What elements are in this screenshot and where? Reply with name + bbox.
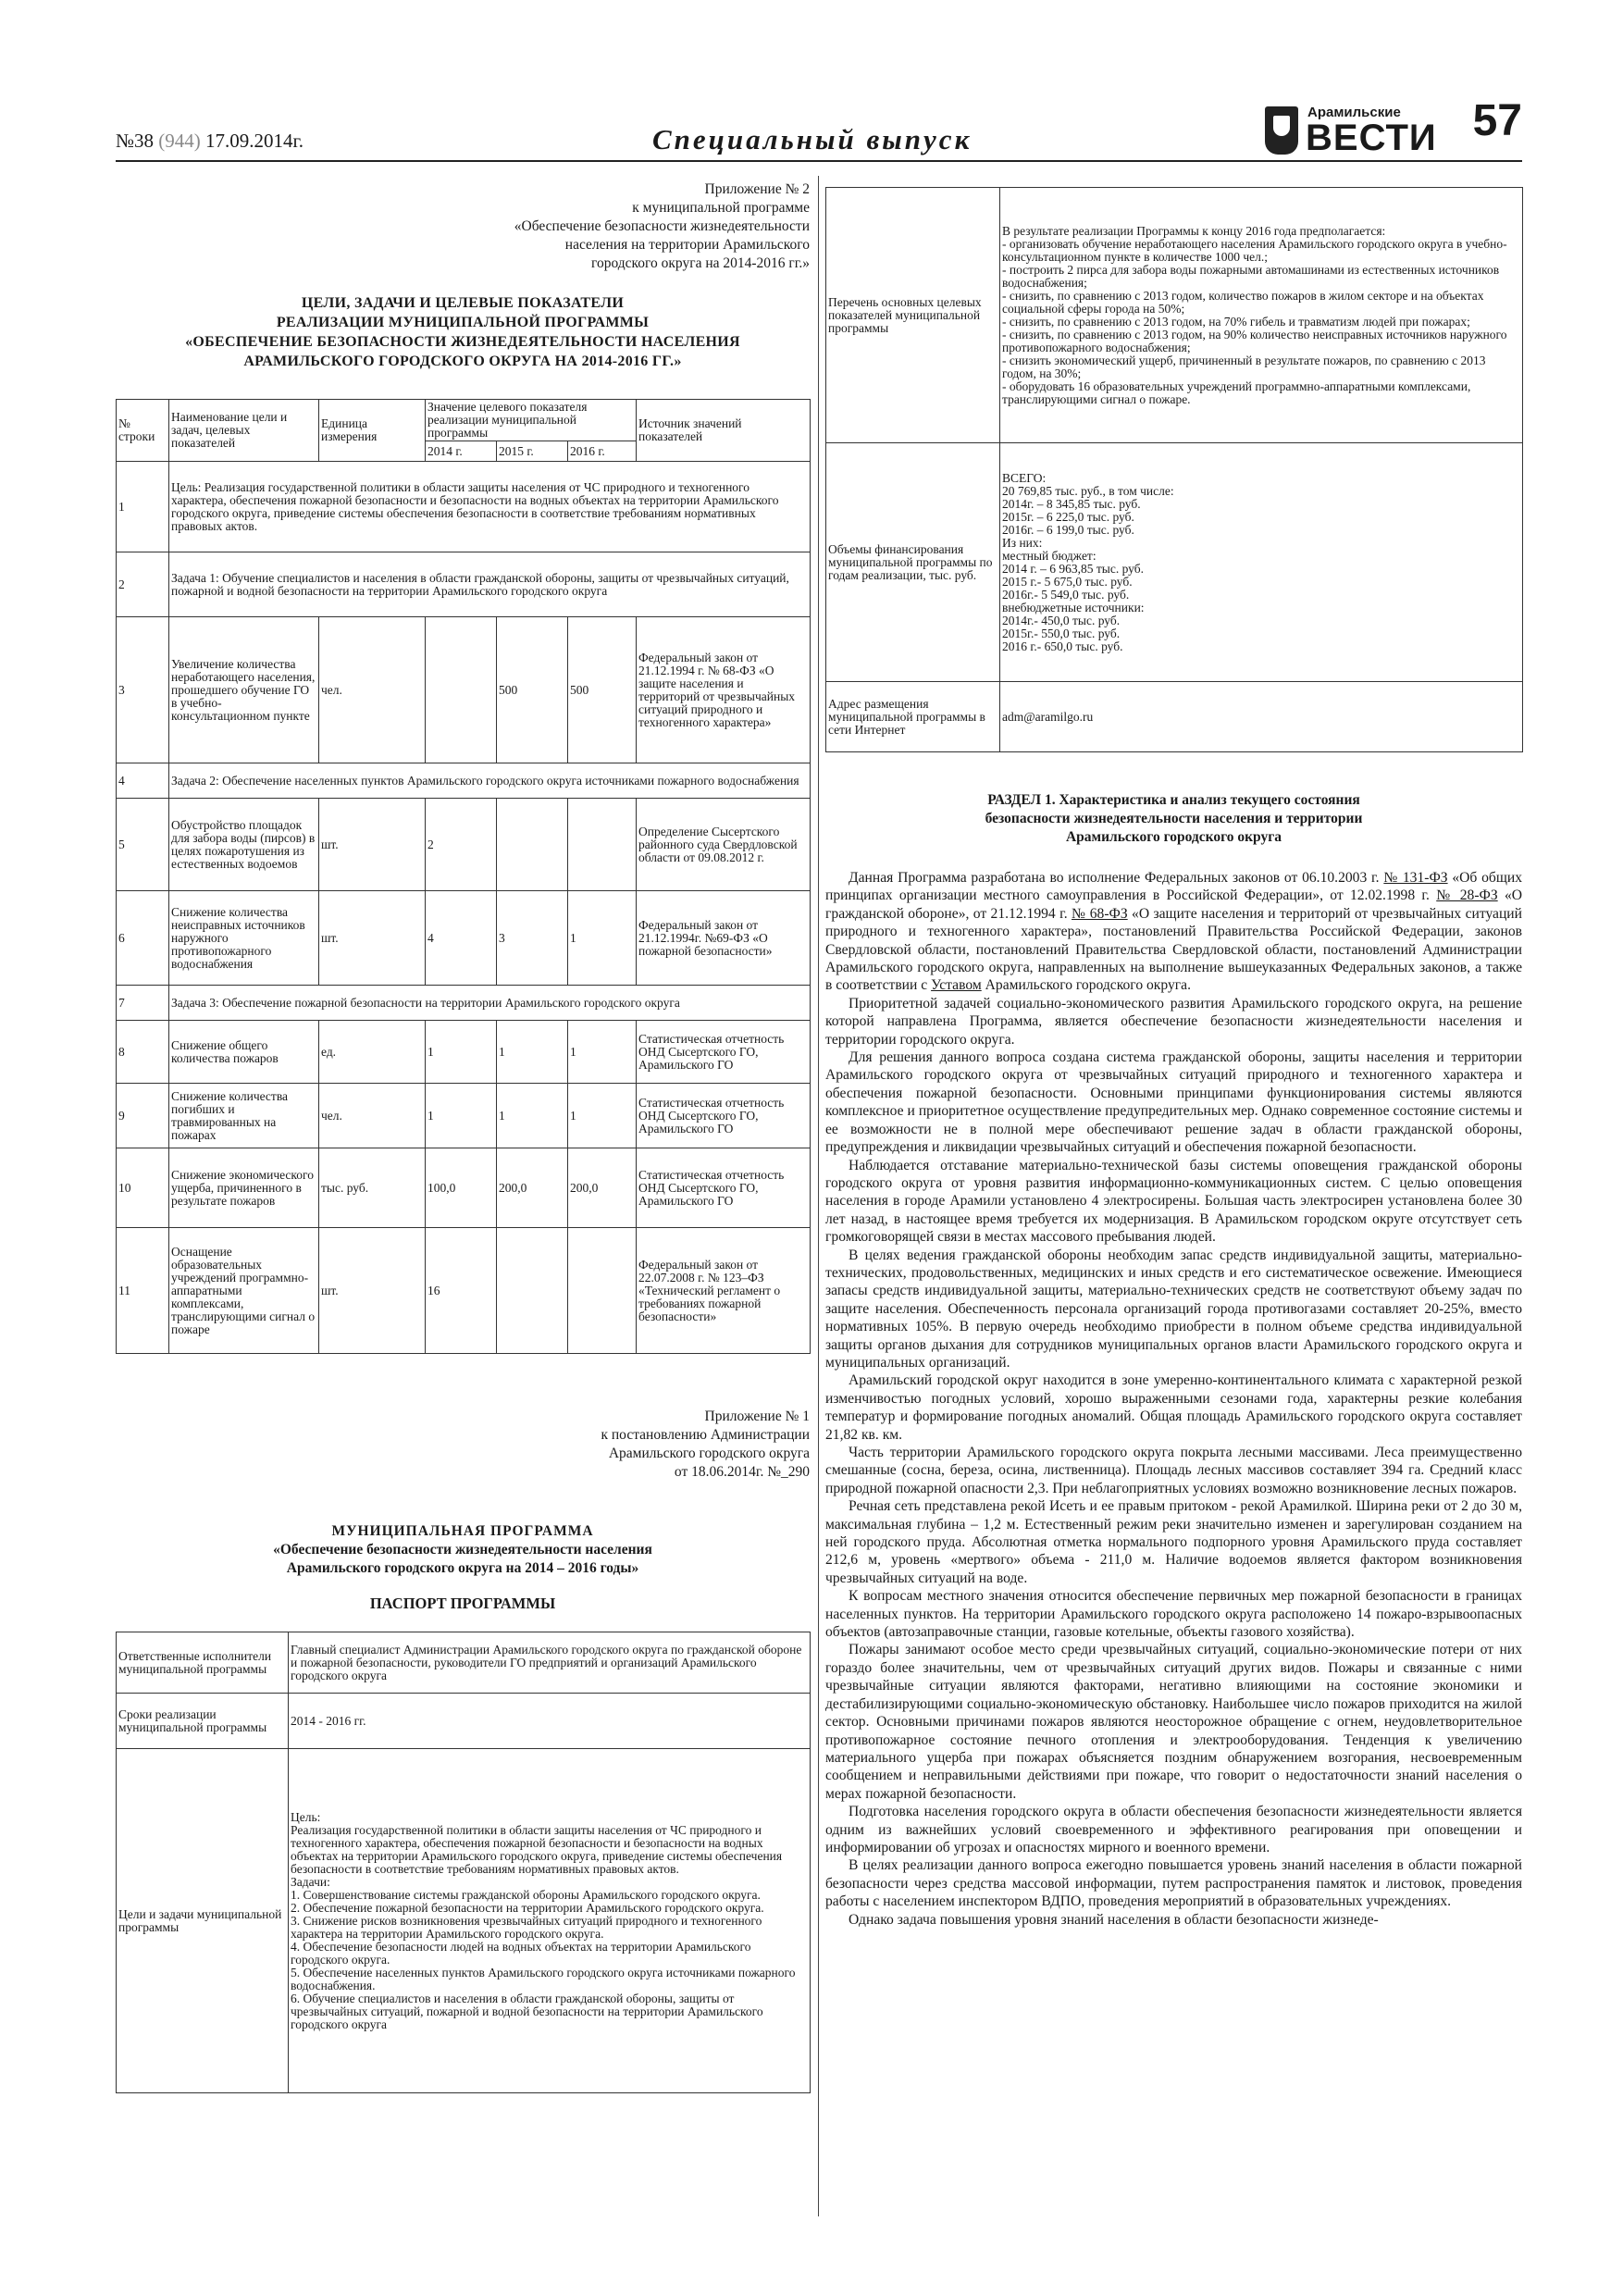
paragraph: Часть территории Арамильского городского округа покрыта лесными массивами. Леса преимущественно смешанные (сосна, береза, осина, лиственница). Площадь лесных массивов составляет 394 га. Средний класс природной пожарной опасности 2,3. При неблагоприятных условиях возможно возникновение лесных пожаров. [825,1445,1522,1496]
paragraph: Пожары занимают особое место среди чрезвычайных ситуаций, социально-экономические потери от них гораздо более значительны, чем от чрезвычайных ситуаций других видов. Пожары и связанные с ними чрезвычайные ситуации являются факторами, негативно влияющими на состояние экономики и дестабилизирующими социально-экономическую обстановку. Наибольшее число пожаров приходится на жилой сектор. Основными причинами пожаров являются неосторожное обращение с огнем, неудовлетворительное противопожарное состояние печного отопления и электрооборудования. Тенденция к увеличению материального ущерба при пожарах объясняется поздним обнаружением возгорания, несвоевременным сообщением и неправильными действиями при пожаре, что говорит о недостаточности знаний населения о мерах пожарной безопасности. [825,1642,1522,1802]
row-source: Федеральный закон от 22.07.2008 г. № 123–ФЗ «Технический регламент о требованиях пожарной безопасности» [637,1228,811,1354]
appendix-line: к муниципальной программе [632,200,810,216]
text-run: «О гражданской обороне», от 21.12.1994 г. [825,887,1523,922]
passport-row [117,1749,811,2093]
row-num: 1 [117,462,169,552]
title-line: МУНИЦИПАЛЬНАЯ ПРОГРАММА [331,1523,594,1539]
table-row [117,1148,811,1228]
table-row [117,617,811,763]
passport-label: Перечень основных целевых показателей муниципальной программы [826,188,1000,443]
row-num: 2 [117,552,169,617]
issue-number: (944) [158,130,201,152]
row-unit: чел. [319,1084,426,1148]
issue-date: 17.09.2014г. [205,130,304,152]
passport-value: adm@aramilgo.ru [1000,682,1523,752]
row-value-2015: 500 [497,617,568,763]
issue-prefix: №38 [116,130,155,152]
row-num: 10 [117,1148,169,1228]
header-name: Наименование цели и задач, целевых показателей [169,400,319,462]
header-source: Источник значений показателей [637,400,811,462]
charter-link[interactable]: Уставом [931,977,982,994]
passport-title: ПАСПОРТ ПРОГРАММЫ [369,1595,556,1612]
row-unit: шт. [319,1228,426,1354]
passport-row [826,443,1523,682]
row-value-2016: 1 [568,891,637,986]
appendix-1-caption [116,1408,810,1482]
passport-row [117,1694,811,1749]
row-value-2015 [497,799,568,891]
row-value-2014: 4 [426,891,497,986]
section1-body [825,869,1522,1929]
row-task-text: Задача 3: Обеспечение пожарной безопасности на территории Арамильского городского округа [169,986,811,1021]
row-value-2014 [426,617,497,763]
appendix-line: от 18.06.2014г. №_290 [674,1464,810,1480]
passport-row [117,1632,811,1694]
text-run: Арамильского городского округа. [981,977,1191,994]
title-line: РАЗДЕЛ 1. Характеристика и анализ текущего состояния [987,792,1360,808]
row-value-2015: 3 [497,891,568,986]
special-edition-title: Специальный выпуск [652,123,973,155]
header-num: № строки [117,400,169,462]
header-2015: 2015 г. [497,441,568,462]
table-row [117,986,811,1021]
appendix-line: Приложение № 1 [704,1409,810,1424]
row-num: 6 [117,891,169,986]
row-indicator: Снижение экономического ущерба, причиненного в результате пожаров [169,1148,319,1228]
passport-label: Цели и задачи муниципальной программы [117,1749,289,2093]
paragraph: В целях ведения гражданской обороны необходим запас средств индивидуальной защиты, материально-технических, продовольственных, медицинских и иных средств и его систематическое освежение. Имеющиеся запасы средств индивидуальной защиты, материально-технических средств не соответствуют объему задач по защите населения. Обеспеченность персонала организаций города противогазами составляет 20-25%, вместо нормативных 105%. В первую очередь необходимо приобрести в полном объеме средства индивидуальной защиты органов дыхания для сотрудников муниципальных органов власти Арамильского городского округа и муниципальных организаций. [825,1247,1522,1371]
text-run: Данная Программа разработана во исполнение Федеральных законов от 06.10.2003 г. [849,870,1384,886]
title-line: безопасности жизнедеятельности населения и территории [985,811,1363,826]
row-value-2014: 16 [426,1228,497,1354]
row-value-2016: 1 [568,1084,637,1148]
passport-value: Цель: Реализация государственной политики в области защиты населения от ЧС природного и техногенного характера, обеспечения пожарной безопасности и безопасности на водных объектах на территории Арамильского городского округа, приведение системы обеспечения безопасности в соответствие требованиям нормативных правовых актов. Задачи: 1. Совершенствование системы гражданской обороны Арамильского городского округа. 2. Обеспечение пожарной безопасности на территории Арамильского городского округа. 3. Снижение рисков возникновения чрезвычайных ситуаций природного и техногенного характера на территории Арамильского городского округа. 4. Обеспечение безопасности людей на водных объектах на территории Арамильского городского округа. 5. Обеспечение населенных пунктов Арамильского городского округа источниками пожарного водоснабжения. 6. Обучение специалистов и населения в области гражданской обороны, защиты от чрезвычайных ситуаций, пожарной и водной безопасности на территории Арамильского городского округа [289,1749,811,2093]
paragraph: Однако задача повышения уровня знаний населения в области безопасности жизнеде- [849,1911,1379,1928]
row-value-2015: 200,0 [497,1148,568,1228]
text-run: «Об общих принципах организации местного самоуправления в Российской Федерации», от 12.02.1998 г. [825,870,1523,904]
row-num: 9 [117,1084,169,1148]
logo-big-text: ВЕСТИ [1306,118,1437,158]
title-line: РЕАЛИЗАЦИИ МУНИЦИПАЛЬНОЙ ПРОГРАММЫ [276,315,650,330]
row-value-2016: 1 [568,1021,637,1084]
law-link[interactable]: № 28-ФЗ [1436,887,1498,904]
law-link[interactable]: № 131-ФЗ [1383,870,1448,886]
row-source: Федеральный закон от 21.12.1994 г. № 68-ФЗ «О защите населения и территорий от чрезвычайных ситуаций природного и техногенного характера» [637,617,811,763]
text-run: «О защите населения и территорий от чрезвычайных ситуаций природного и техногенного характера», постановлений Правительства Российской Федерации, законов Свердловской области, постановлений Правительства Свердловской области, постановлений Администрации Арамильского городского округа, направленных на выполнение вышеуказанных Федеральных законов, а также в соответствии с [825,905,1522,994]
header-value: Значение целевого показателя реализации муниципальной программы [426,400,637,441]
row-source: Статистическая отчетность ОНД Сысертского ГО, Арамильского ГО [637,1148,811,1228]
row-num: 8 [117,1021,169,1084]
row-goal-text: Цель: Реализация государственной политики в области защиты населения от ЧС природного и техногенного характера, обеспечения пожарной безопасности и безопасности на водных объектах на территории Арамильского городского округа, приведение системы обеспечения безопасности в соответствие требованиям нормативных правовых актов. [169,462,811,552]
row-unit: ед. [319,1021,426,1084]
issue-info [116,130,304,153]
paragraph: В целях реализации данного вопроса ежегодно повышается уровень знаний населения в области пожарной безопасности через средства массовой информации, путем распространения памяток и листовок, проведения работы с населением инспектором ВДПО, проведения мероприятий в образовательных учреждениях. [825,1857,1522,1910]
row-indicator: Снижение количества погибших и травмированных на пожарах [169,1084,319,1148]
right-column [825,187,1522,1929]
table-row [117,763,811,799]
title-line: Арамильского городского округа на 2014 – 2016 годы» [286,1560,639,1576]
passport-label: Сроки реализации муниципальной программы [117,1694,289,1749]
paragraph: Для решения данного вопроса создана система гражданской обороны, защиты населения и территории Арамильского городского округа от чрезвычайных ситуаций природного и техногенного характера и обеспечения пожарной безопасности. Основными принципами функционирования системы являются комплексное и приоритетное осуществление предупредительных мер. Однако современное состояние системы и ее возможности не в полной мере обеспечивают решение задач в области гражданской обороны, предупреждения и ликвидации чрезвычайных ситуаций и обеспечения пожарной безопасности. [825,1049,1522,1156]
appendix-2-caption [116,180,810,273]
title-line: ЦЕЛИ, ЗАДАЧИ И ЦЕЛЕВЫЕ ПОКАЗАТЕЛИ [301,295,625,311]
row-value-2015: 1 [497,1021,568,1084]
passport-table [116,1632,811,2093]
page-header [116,88,1522,160]
row-num: 5 [117,799,169,891]
table-row [117,891,811,986]
row-unit: тыс. руб. [319,1148,426,1228]
appendix-line: городского округа на 2014-2016 гг.» [591,255,810,271]
paragraph [825,869,1522,995]
passport-value: В результате реализации Программы к концу 2016 года предполагается: - организовать обучение неработающего населения Арамильского городского округа в учебно-консультационном пункте в количестве 1000 чел.; - построить 2 пирса для забора воды пожарными автомашинами из естественных источников водоснабжения; - снизить, по сравнению с 2013 годом, количество пожаров в жилом секторе и на объектах социальной сферы города на 50%; - снизить, по сравнению с 2013 годом, на 70% гибель и травматизм людей при пожарах; - снизить, по сравнению с 2013 годом, на 90% количество неисправных источников наружного противопожарного водоснабжения; - снизить экономический ущерб, причиненный в результате пожаров, по сравнению с 2013 годом, на 30%; - оборудовать 16 образовательных учреждений программно-аппаратными комплексами, транслирующими сигнал о пожаре. [1000,188,1523,443]
goals-title [116,293,810,371]
header-unit: Единица измерения [319,400,426,462]
table-row [117,1084,811,1148]
row-value-2014: 1 [426,1084,497,1148]
row-source: Определение Сысертского районного суда Свердловской области от 09.08.2012 г. [637,799,811,891]
passport-label: Адрес размещения муниципальной программы в сети Интернет [826,682,1000,752]
passport-row [826,682,1523,752]
appendix-line: к постановлению Администрации [601,1427,810,1443]
passport-value: 2014 - 2016 гг. [289,1694,811,1749]
appendix-line: населения на территории Арамильского [564,237,810,253]
law-link[interactable]: № 68-ФЗ [1072,905,1128,922]
table-row [117,1228,811,1354]
paragraph: Подготовка населения городского округа в области обеспечения безопасности жизнедеятельности является одним из важнейших условий своевременного и эффективного реагирования при оповещении и информировании об угрозах и опасностях мирного и военного времени. [825,1804,1522,1855]
passport-value: ВСЕГО: 20 769,85 тыс. руб., в том числе: 2014г. – 8 345,85 тыс. руб. 2015г. – 6 225,0 тыс. руб. 2016г. – 6 199,0 тыс. руб. Из них: местный бюджет: 2014 г. – 6 963,85 тыс. руб. 2015 г.- 5 675,0 тыс. руб. 2016г.- 5 549,0 тыс. руб. внебюджетные источники: 2014г.- 450,0 тыс. руб. 2015г.- 550,0 тыс. руб. 2016 г.- 650,0 тыс. руб. [1000,443,1523,682]
row-task-text: Задача 1: Обучение специалистов и населения в области гражданской обороны, защиты от чрезвычайных ситуаций, пожарной и водной безопасности на территории Арамильского городского округа [169,552,811,617]
row-source: Федеральный закон от 21.12.1994г. №69-ФЗ «О пожарной безопасности» [637,891,811,986]
row-source: Статистическая отчетность ОНД Сысертского ГО, Арамильского ГО [637,1021,811,1084]
header-2016: 2016 г. [568,441,637,462]
row-value-2016: 200,0 [568,1148,637,1228]
table-row [117,552,811,617]
row-indicator: Обустройство площадок для забора воды (пирсов) в целях пожаротушения из естественных водоемов [169,799,319,891]
row-source: Статистическая отчетность ОНД Сысертского ГО, Арамильского ГО [637,1084,811,1148]
row-task-text: Задача 2: Обеспечение населенных пунктов Арамильского городского округа источниками пожарного водоснабжения [169,763,811,799]
row-num: 7 [117,986,169,1021]
row-unit: шт. [319,891,426,986]
row-num: 3 [117,617,169,763]
table-row [117,462,811,552]
paragraph: Арамильский городской округ находится в зоне умеренно-континентального климата с характерной резкой изменчивостью погодных условий, хорошо выраженными сезонами года, характерны резкие колебания температур и формирование погодных аномалий. Общая площадь Арамильского городского округа составляет 21,82 кв. км. [825,1372,1522,1443]
row-indicator: Снижение количества неисправных источников наружного противопожарного водоснабжения [169,891,319,986]
table-header-row [117,400,811,441]
row-indicator: Увеличение количества неработающего населения, прошедшего обучение ГО в учебно-консультационном пункте [169,617,319,763]
appendix-line: Приложение № 2 [704,181,810,197]
row-value-2014: 2 [426,799,497,891]
passport-label: Объемы финансирования муниципальной программы по годам реализации, тыс. руб. [826,443,1000,682]
paragraph: К вопросам местного значения относится обеспечение первичных мер пожарной безопасности в границах населенных пунктов. На территории Арамильского городского округа расположено 14 пожаро-взрывоопасных объектов (автозаправочные станции, газовые котельные, объекты газового хозяйства). [825,1588,1522,1641]
left-column [116,180,810,2093]
row-num: 11 [117,1228,169,1354]
title-line: Арамильского городского округа [1065,829,1282,845]
row-value-2014: 100,0 [426,1148,497,1228]
row-indicator: Снижение общего количества пожаров [169,1021,319,1084]
page-number: 57 [1472,96,1522,145]
title-line: АРАМИЛЬСКОГО ГОРОДСКОГО ОКРУГА НА 2014-2016 ГГ.» [243,354,682,369]
row-value-2016: 500 [568,617,637,763]
paragraph: Речная сеть представлена рекой Исеть и ее правым притоком - рекой Арамилкой. Ширина реки от 2 до 30 м, максимальная глубина – 1,2 м. Естественный режим реки значительно изменен и зарегулирован созданием на ней городского пруда. Абсолютная отметка нормального подпорного уровня Арамильского пруда составляет 212,6 м, уровень «мертвого» объема - 211,0 м. Наличие водоемов является фактором возникновения чрезвычайных ситуаций на воде. [825,1498,1522,1586]
row-value-2014: 1 [426,1021,497,1084]
section1-title [825,791,1522,847]
title-line: «Обеспечение безопасности жизнедеятельности населения [273,1542,652,1558]
goals-table [116,399,811,1354]
paragraph: Приоритетной задачей социально-экономического развития Арамильского городского округа, на решение которой направлена Программа, является обеспечение безопасности жизнедеятельности населения и территории городского округа. [825,995,1522,1048]
passport-table-continued [825,187,1523,752]
title-line: «ОБЕСПЕЧЕНИЕ БЕЗОПАСНОСТИ ЖИЗНЕДЕЯТЕЛЬНОСТИ НАСЕЛЕНИЯ [185,334,740,350]
column-divider [818,176,819,2216]
row-value-2016 [568,799,637,891]
header-divider [116,160,1522,162]
paragraph: Наблюдается отставание материально-технической базы системы оповещения гражданской обороны городского округа от уровня развития информационно-коммуникационных систем. С целью оповещения населения в городе Арамили установлено 4 электросирены. Большая часть электросирен установлена более 30 лет назад, в настоящее время требуется их модернизация. В Арамильском городском округе отсутствует сеть громкоговорящей связи в местах массового пребывания людей. [825,1157,1522,1246]
row-indicator: Оснащение образовательных учреждений программно-аппаратными комплексами, транслирующими сигнал о пожаре [169,1228,319,1354]
row-num: 4 [117,763,169,799]
row-value-2015 [497,1228,568,1354]
program-title [116,1522,810,1613]
appendix-line: «Обеспечение безопасности жизнедеятельности [514,218,810,234]
row-value-2015: 1 [497,1084,568,1148]
row-unit: шт. [319,799,426,891]
coat-of-arms-icon [1265,106,1298,155]
passport-value: Главный специалист Администрации Арамильского городского округа по гражданской обороне и пожарной безопасности, руководители ГО предприятий и организаций Арамильского городского округа [289,1632,811,1694]
row-value-2016 [568,1228,637,1354]
table-row [117,1021,811,1084]
table-row [117,799,811,891]
passport-label: Ответственные исполнители муниципальной программы [117,1632,289,1694]
header-2014: 2014 г. [426,441,497,462]
appendix-line: Арамильского городского округа [608,1446,810,1461]
logo-small-text: Арамильские [1307,105,1401,120]
row-unit: чел. [319,617,426,763]
passport-row [826,188,1523,443]
